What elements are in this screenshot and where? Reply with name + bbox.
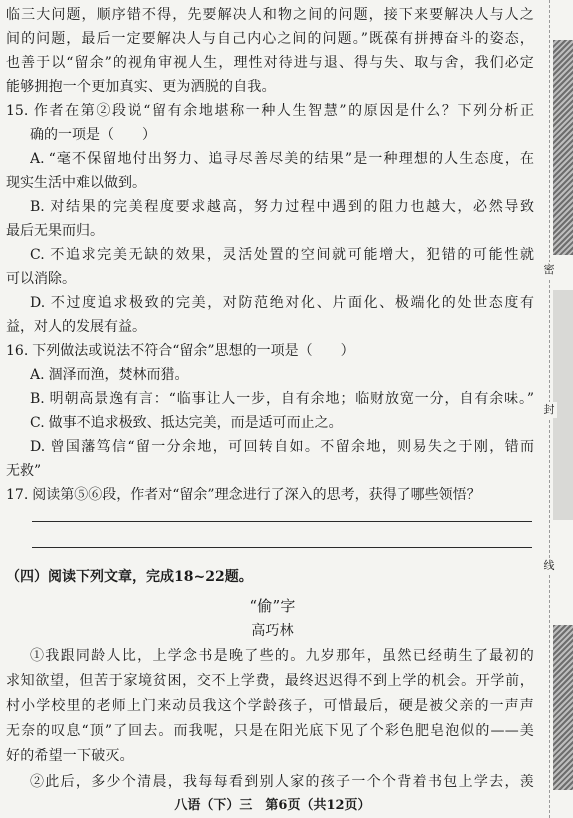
binding-hatch-bottom — [553, 625, 573, 790]
option-label: C. — [30, 247, 45, 263]
option-text: “毫不保留地付出努力、追寻尽善尽美的结果”是一种理想的人生态度，在 — [48, 151, 534, 167]
option-d — [30, 435, 534, 459]
option-text: 无救” — [6, 463, 42, 479]
binding-label-mi: 密 — [541, 262, 557, 278]
article-paragraph-line: 好的希望一下破灭。 — [6, 748, 134, 764]
option-text: 现实生活中难以做到。 — [6, 175, 146, 191]
binding-label-xian: 线 — [541, 558, 557, 574]
question-number: 15. — [6, 103, 29, 119]
option-text: 不过度追求极致的完美，对防范绝对化、片面化、极端化的处世态度有 — [49, 295, 534, 311]
passage-line: 也善于以“留余”的视角审视人生，理性对待进与退、得与失、取与舍，我们必定 — [6, 55, 534, 71]
section-heading: （四）阅读下列文章，完成18~22题。 — [6, 569, 253, 585]
option-label: B. — [30, 391, 45, 407]
option-text: 明朝高景逸有言：“临事让人一步，自有余地；临财放宽一分，自有余味。” — [48, 391, 534, 407]
passage-line: 能够拥抱一个更加真实、更为洒脱的自我。 — [6, 79, 276, 95]
question-16-stem — [6, 339, 534, 363]
option-text: 涸泽而渔，焚林而猎。 — [48, 367, 189, 383]
option-a — [30, 363, 534, 387]
answer-line — [32, 547, 532, 548]
option-text: 可以消除。 — [6, 271, 76, 287]
article-paragraph-line: ①我跟同龄人比，上学念书是晚了些的。九岁那年，虽然已经萌生了最初的 — [30, 648, 534, 664]
option-label: B. — [30, 199, 45, 215]
option-text: 不追求完美无缺的效果，灵活处置的空间就可能增大，犯错的可能性就 — [48, 247, 534, 263]
article-title: “偷”字 — [249, 597, 296, 615]
question-15-stem — [6, 99, 534, 123]
option-text: 曾国藩笃信“留一分余地，可回转自如。不留余地，则易失之于刚，错而 — [49, 439, 534, 455]
binding-hatch-top — [553, 40, 573, 255]
option-label: D. — [30, 295, 46, 311]
article-paragraph-line: 村小学校里的老师上门来动员我这个学龄孩子，可惜最后，硬是被父亲的一声声 — [6, 698, 534, 714]
passage-line: 间的问题，最后一定要解决人与自己内心之间的问题。”既葆有拼搏奋斗的姿态， — [6, 31, 534, 47]
option-c — [30, 411, 534, 435]
binding-label-feng: 封 — [541, 402, 557, 418]
option-text: 益，对人的发展有益。 — [6, 319, 146, 335]
option-label: A. — [30, 367, 45, 383]
question-17-stem — [6, 483, 534, 507]
option-text: 做事不追求极致、抵达完美，而是适可而止之。 — [48, 415, 343, 431]
question-stem-text: 确的一项是（ ） — [30, 127, 156, 143]
option-d — [30, 291, 534, 315]
article-paragraph-line: 求知欲望，但苦于家境贫困，交不上学费，最终迟迟得不到上学的机会。开学前， — [6, 673, 534, 689]
option-a — [30, 147, 534, 171]
option-c — [30, 243, 534, 267]
option-label: A. — [30, 151, 45, 167]
article-author: 高巧林 — [251, 623, 294, 639]
answer-line — [32, 521, 532, 522]
question-number: 16. — [6, 343, 29, 359]
option-label: D. — [30, 439, 46, 455]
question-stem-text: 下列做法或说法不符合“留余”思想的一项是（ ） — [32, 343, 355, 359]
page-footer: 八语（下）三 第6页（共12页） — [174, 798, 371, 813]
option-b — [30, 195, 534, 219]
option-b — [30, 387, 534, 411]
passage-line: 临三大问题，顺序错不得，先要解决人和物之间的问题，接下来要解决人与人之 — [6, 7, 534, 23]
question-stem-text: 作者在第②段说“留有余地堪称一种人生智慧”的原因是什么？下列分析正 — [32, 103, 534, 119]
option-text: 最后无果而归。 — [6, 223, 104, 239]
article-paragraph-line: 无奈的叹息“顶”了回去。而我呢，只是在阳光底下见了个彩色肥皂泡似的——美 — [6, 723, 534, 739]
option-label: C. — [30, 415, 45, 431]
option-text: 对结果的完美程度要求越高，努力过程中遇到的阻力也越大，必然导致 — [48, 199, 534, 215]
question-stem-text: 阅读第⑤⑥段，作者对“留余”理念进行了深入的思考，获得了哪些领悟？ — [32, 487, 481, 503]
question-number: 17. — [6, 487, 29, 503]
article-paragraph-line: ②此后，多少个清晨，我每每看到别人家的孩子一个个背着书包上学去，羡 — [30, 774, 534, 790]
